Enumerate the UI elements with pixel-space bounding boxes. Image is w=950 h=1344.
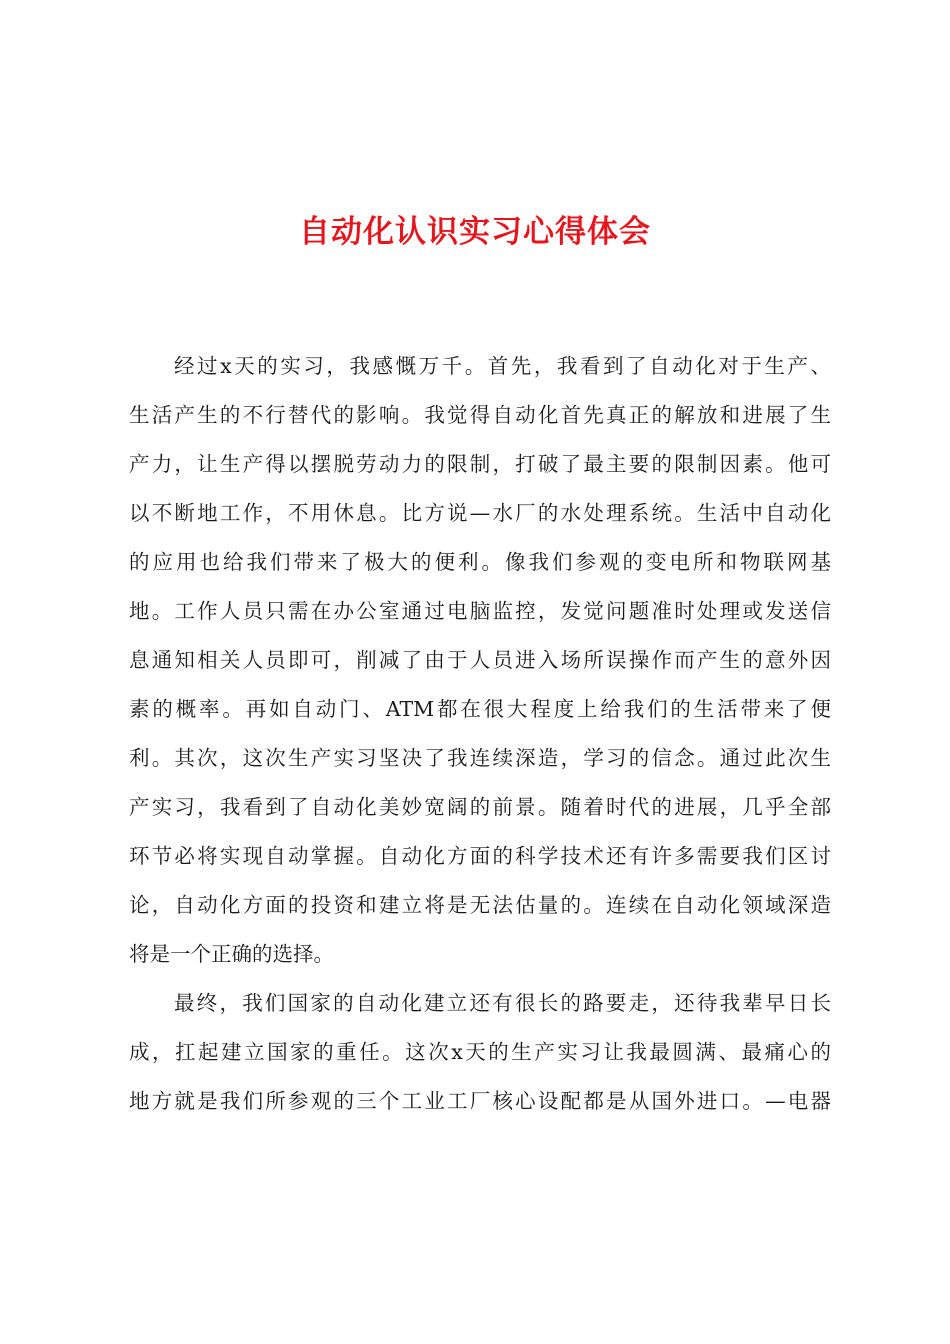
text-line: 产实习，我看到了自动化美妙宽阔的前景。随着时代的进展，几乎全部 xyxy=(129,795,831,819)
text-line: 论，自动化方面的投资和建立将是无法估量的。连续在自动化领域深造 xyxy=(129,893,831,917)
text-line: 以不断地工作，不用休息。比方说—水厂的水处理系统。生活中自动化 xyxy=(129,501,831,525)
text-line: 最终，我们国家的自动化建立还有很长的路要走，还待我辈早日长 xyxy=(174,991,831,1015)
text-line: 经过x天的实习，我感慨万千。首先，我看到了自动化对于生产、 xyxy=(174,354,831,378)
text-line: 地方就是我们所参观的三个工业工厂核心设配都是从国外进口。—电器 xyxy=(129,1089,831,1113)
text-line: 生活产生的不行替代的影响。我觉得自动化首先真正的解放和进展了生 xyxy=(129,403,831,427)
document-body xyxy=(129,342,831,1126)
paragraph-1 xyxy=(129,342,831,979)
text-line: 产力，让生产得以摆脱劳动力的限制，打破了最主要的限制因素。他可 xyxy=(129,452,831,476)
text-line: 地。工作人员只需在办公室通过电脑监控，发觉问题准时处理或发送信 xyxy=(129,599,831,623)
document-title: 自动化认识实习心得体会 xyxy=(299,214,651,250)
text-line: 环节必将实现自动掌握。自动化方面的科学技术还有许多需要我们区讨 xyxy=(129,844,831,868)
text-line: 利。其次，这次生产实习坚决了我连续深造，学习的信念。通过此次生 xyxy=(129,746,831,770)
paragraph-2 xyxy=(129,979,831,1126)
text-line: 的应用也给我们带来了极大的便利。像我们参观的变电所和物联网基 xyxy=(129,550,831,574)
text-line: 将是一个正确的选择。 xyxy=(129,942,334,966)
text-line: 息通知相关人员即可，削减了由于人员进入场所误操作而产生的意外因 xyxy=(129,648,831,672)
text-line: 素的概率。再如自动门、ATM都在很大程度上给我们的生活带来了便 xyxy=(129,697,831,721)
text-line: 成，扛起建立国家的重任。这次x天的生产实习让我最圆满、最痛心的 xyxy=(129,1040,831,1064)
